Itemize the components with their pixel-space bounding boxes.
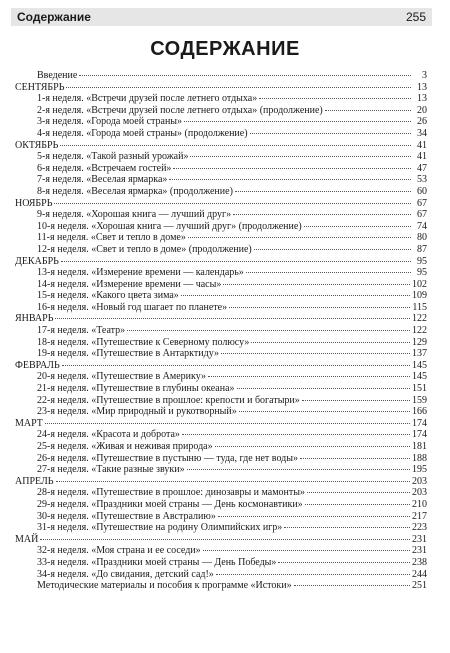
toc-entry-row [15, 151, 427, 163]
toc-month-row [15, 360, 427, 372]
toc-dot-leader [239, 411, 410, 412]
toc-entry-row [15, 267, 427, 279]
toc-entry-label: 15-я неделя. «Какого цвета зима» [37, 290, 179, 302]
toc-month-row [15, 256, 427, 268]
toc-entry-row [15, 464, 427, 476]
toc-entry-page: 3 [422, 70, 427, 81]
toc-entry-page: 174 [412, 429, 427, 441]
toc-entry-label: НОЯБРЬ [15, 197, 53, 209]
toc-entry-page: 34 [417, 127, 427, 139]
toc-entry-label: 17-я неделя. «Театр» [37, 325, 126, 337]
toc-entry-page: 145 [412, 371, 427, 383]
toc-entry-label: АПРЕЛЬ [15, 475, 54, 487]
toc-entry-page: 67 [417, 197, 427, 209]
toc-dot-leader [182, 434, 410, 435]
toc-entry-row [15, 453, 427, 465]
toc-dot-leader [79, 75, 411, 76]
toc-entry-row [15, 128, 427, 140]
toc-entry-page: 20 [417, 104, 427, 116]
toc-dot-leader [246, 272, 411, 273]
toc-entry-page: 41 [417, 139, 427, 151]
toc-entry-page: 231 [412, 533, 427, 545]
toc-month-row [15, 198, 427, 210]
toc-dot-leader [307, 492, 410, 493]
toc-entry-row [15, 569, 427, 581]
toc-entry-label: ЯНВАРЬ [15, 313, 54, 325]
toc-dot-leader [294, 585, 410, 586]
toc-dot-leader [235, 191, 411, 192]
toc-entry-row [15, 371, 427, 383]
toc-dot-leader [62, 365, 410, 366]
toc-entry-row [15, 163, 427, 175]
toc-entry-row [15, 105, 427, 117]
toc-month-row [15, 82, 427, 94]
toc-entry-page: 159 [412, 394, 427, 406]
toc-dot-leader [169, 179, 411, 180]
toc-entry-row [15, 406, 427, 418]
toc-entry-page: 251 [412, 580, 427, 592]
toc-entry-label: 24-я неделя. «Красота и доброта» [37, 429, 180, 441]
toc-entry-label: 23-я неделя. «Мир природный и рукотворный» [37, 406, 237, 418]
toc-dot-leader [250, 133, 411, 134]
toc-entry-label: 20-я неделя. «Путешествие в Америку» [37, 371, 206, 383]
toc-dot-leader [215, 446, 410, 447]
toc-dot-leader [60, 145, 411, 146]
toc-dot-leader [187, 469, 410, 470]
toc-dot-leader [188, 237, 411, 238]
toc-entry-page: 95 [417, 267, 427, 279]
toc-entry-row [15, 383, 427, 395]
toc-entry-label: Методические материалы и пособия к программе «Истоки» [37, 580, 292, 592]
toc-dot-leader [223, 284, 410, 285]
toc-entry-page: 13 [417, 81, 427, 93]
toc-entry-page: 244 [412, 568, 427, 580]
toc-dot-leader [181, 295, 410, 296]
table-of-contents [15, 70, 427, 592]
toc-entry-page: 166 [412, 406, 427, 418]
toc-entry-page: 203 [412, 487, 427, 499]
page-title: СОДЕРЖАНИЕ [150, 38, 300, 60]
toc-entry-page: 41 [417, 151, 427, 163]
toc-entry-row [15, 545, 427, 557]
toc-dot-leader [208, 376, 410, 377]
toc-entry-label: 30-я неделя. «Путешествие в Австралию» [37, 510, 216, 522]
toc-month-row [15, 476, 427, 488]
toc-entry-row [15, 186, 427, 198]
toc-entry-label: 12-я неделя. «Свет и тепло в доме» (продолжение) [37, 243, 252, 255]
toc-entry-page: 174 [412, 417, 427, 429]
toc-entry-page: 203 [412, 475, 427, 487]
toc-dot-leader [40, 539, 410, 540]
toc-dot-leader [284, 527, 410, 528]
header-section-name: Содержание [17, 10, 91, 24]
toc-dot-leader [184, 121, 411, 122]
toc-entry-row [15, 232, 427, 244]
toc-entry-page: 26 [417, 116, 427, 128]
toc-dot-leader [54, 203, 411, 204]
toc-dot-leader [216, 574, 410, 575]
toc-entry-label: 26-я неделя. «Путешествие в пустыню — туда, где нет воды» [37, 452, 298, 464]
toc-entry-row [15, 499, 427, 511]
toc-entry-row [15, 487, 427, 499]
toc-entry-label: 18-я неделя. «Путешествие к Северному полюсу» [37, 336, 250, 348]
toc-entry-page: 47 [417, 162, 427, 174]
toc-dot-leader [237, 388, 410, 389]
toc-dot-leader [190, 156, 411, 157]
toc-dot-leader [203, 550, 410, 551]
toc-entry-page: 181 [412, 441, 427, 452]
toc-entry-label: 27-я неделя. «Такие разные звуки» [37, 464, 185, 476]
toc-entry-label: 5-я неделя. «Такой разный урожай» [37, 151, 189, 163]
toc-entry-row [15, 580, 427, 592]
toc-entry-label: МАРТ [15, 417, 43, 429]
toc-entry-page: 53 [417, 174, 427, 186]
toc-entry-page: 238 [412, 556, 427, 568]
toc-entry-page: 129 [412, 336, 427, 348]
toc-entry-label: ДЕКАБРЬ [15, 255, 59, 267]
toc-dot-leader [251, 342, 410, 343]
toc-entry-label: 3-я неделя. «Города моей страны» [37, 116, 183, 128]
toc-entry-row [15, 441, 427, 453]
toc-entry-page: 151 [412, 383, 427, 395]
toc-entry-page: 95 [417, 255, 427, 267]
toc-dot-leader [302, 400, 410, 401]
toc-dot-leader [304, 226, 411, 227]
toc-entry-row [15, 325, 427, 337]
toc-entry-label: СЕНТЯБРЬ [15, 81, 65, 93]
toc-entry-label: 31-я неделя. «Путешествие на родину Олимпийских игр» [37, 522, 283, 534]
toc-entry-label: 4-я неделя. «Города моей страны» (продолжение) [37, 127, 248, 139]
toc-entry-page: 13 [417, 93, 427, 105]
toc-entry-label: 1-я неделя. «Встречи друзей после летнего отдыха» [37, 93, 258, 105]
toc-entry-row [15, 93, 427, 105]
toc-entry-page: 145 [412, 359, 427, 371]
toc-entry-row [15, 174, 427, 186]
toc-entry-page: 67 [417, 209, 427, 221]
toc-entry-row [15, 70, 427, 82]
toc-dot-leader [325, 110, 411, 111]
toc-dot-leader [66, 87, 411, 88]
toc-dot-leader [229, 307, 410, 308]
toc-entry-label: 22-я неделя. «Путешествие в прошлое: крепости и богатыри» [37, 394, 300, 406]
toc-entry-row [15, 221, 427, 233]
toc-entry-page: 188 [412, 452, 427, 464]
toc-entry-row [15, 395, 427, 407]
toc-entry-label: 28-я неделя. «Путешествие в прошлое: динозавры и мамонты» [37, 487, 305, 499]
toc-entry-label: 6-я неделя. «Встречаем гостей» [37, 162, 172, 174]
toc-dot-leader [55, 318, 410, 319]
toc-entry-page: 122 [412, 313, 427, 325]
toc-entry-label: 32-я неделя. «Моя страна и ее соседи» [37, 545, 201, 557]
toc-dot-leader [45, 423, 410, 424]
header-page-number: 255 [405, 10, 426, 24]
toc-entry-label: 13-я неделя. «Измерение времени — календарь» [37, 267, 244, 279]
toc-entry-page: 109 [412, 290, 427, 302]
toc-dot-leader [173, 168, 411, 169]
toc-entry-page: 223 [412, 522, 427, 534]
toc-entry-page: 74 [417, 220, 427, 232]
toc-entry-row [15, 429, 427, 441]
toc-dot-leader [259, 98, 411, 99]
toc-dot-leader [221, 353, 410, 354]
toc-entry-label: 29-я неделя. «Праздники моей страны — День космонавтики» [37, 498, 303, 510]
toc-entry-page: 195 [412, 464, 427, 476]
toc-month-row [15, 418, 427, 430]
toc-dot-leader [56, 481, 410, 482]
toc-entry-page: 137 [412, 348, 427, 360]
toc-entry-label: 19-я неделя. «Путешествие в Антарктиду» [37, 348, 219, 360]
toc-entry-row [15, 337, 427, 349]
toc-entry-label: 9-я неделя. «Хорошая книга — лучший друг» [37, 209, 232, 221]
toc-dot-leader [218, 516, 410, 517]
toc-entry-label: ОКТЯБРЬ [15, 139, 59, 151]
toc-entry-page: 60 [417, 185, 427, 197]
toc-entry-label: 10-я неделя. «Хорошая книга — лучший друг» (продолжение) [37, 220, 302, 232]
toc-entry-label: 7-я неделя. «Веселая ярмарка» [37, 174, 168, 186]
toc-month-row [15, 313, 427, 325]
toc-entry-row [15, 522, 427, 534]
toc-entry-label: 14-я неделя. «Измерение времени — часы» [37, 278, 222, 290]
toc-dot-leader [300, 458, 410, 459]
toc-month-row [15, 534, 427, 546]
toc-entry-row [15, 302, 427, 314]
toc-dot-leader [127, 330, 410, 331]
toc-entry-page: 80 [417, 232, 427, 244]
toc-entry-label: 2-я неделя. «Встречи друзей после летнего отдыха» (продолжение) [37, 104, 323, 116]
toc-dot-leader [233, 214, 411, 215]
toc-entry-label: 16-я неделя. «Новый год шагает по планете» [37, 301, 228, 313]
toc-entry-page: 231 [412, 545, 427, 557]
toc-month-row [15, 140, 427, 152]
toc-entry-row [15, 511, 427, 523]
toc-entry-label: Введение [37, 70, 78, 81]
toc-entry-page: 102 [412, 278, 427, 290]
toc-dot-leader [61, 261, 411, 262]
toc-entry-page: 217 [412, 510, 427, 522]
toc-entry-page: 210 [412, 498, 427, 510]
toc-entry-label: ФЕВРАЛЬ [15, 359, 60, 371]
toc-entry-row [15, 557, 427, 569]
toc-entry-page: 115 [412, 301, 427, 313]
toc-entry-label: 34-я неделя. «До свидания, детский сад!» [37, 568, 214, 580]
toc-dot-leader [278, 562, 410, 563]
toc-entry-label: 25-я неделя. «Живая и неживая природа» [37, 441, 213, 452]
toc-dot-leader [254, 249, 411, 250]
toc-entry-row [15, 244, 427, 256]
toc-entry-row [15, 116, 427, 128]
toc-entry-page: 122 [412, 325, 427, 337]
toc-entry-row [15, 348, 427, 360]
toc-entry-row [15, 290, 427, 302]
toc-entry-label: 11-я неделя. «Свет и тепло в доме» [37, 232, 186, 244]
toc-entry-row [15, 279, 427, 291]
toc-entry-row [15, 209, 427, 221]
toc-entry-label: 21-я неделя. «Путешествие в глубины океана» [37, 383, 235, 395]
toc-dot-leader [305, 504, 410, 505]
toc-entry-label: 33-я неделя. «Праздники моей страны — День Победы» [37, 556, 277, 568]
running-header [11, 8, 432, 26]
toc-entry-page: 87 [417, 243, 427, 255]
toc-entry-label: 8-я неделя. «Веселая ярмарка» (продолжение) [37, 185, 233, 197]
toc-entry-label: МАЙ [15, 533, 39, 545]
